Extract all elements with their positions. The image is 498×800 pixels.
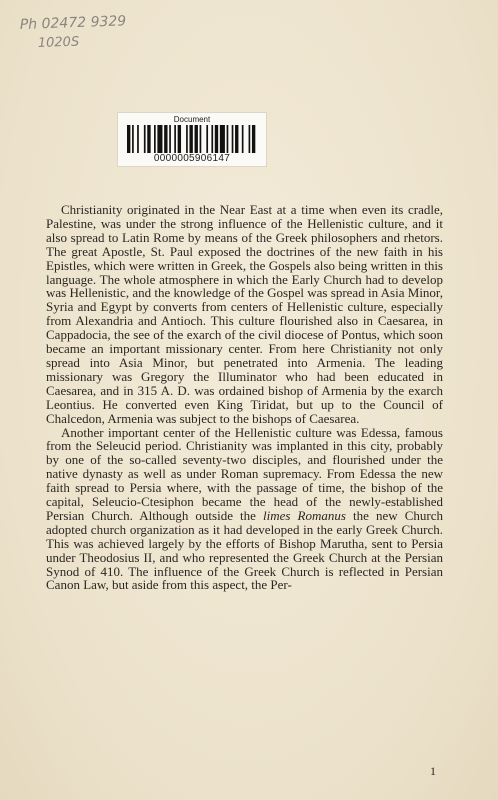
barcode-bar xyxy=(189,125,192,153)
paragraph-2-start: Another important center of the Hellenistic culture was Edessa, famous from the Seleucid period. Christianity was implanted in this city, probably by one of the so-called seventy-two disciples, and flourished under the native dynasty as well as under Roman supremacy. From Edessa the new faith spread to Persia where, with the passage of time, the bishop of the capital, Seleucio-Ctesiphon became the head of the newly-established Persian Church. Although outside the xyxy=(46,424,443,523)
barcode-bar xyxy=(211,125,213,153)
barcode-bar xyxy=(249,125,251,153)
barcode-bar xyxy=(252,125,255,153)
barcode-bar xyxy=(144,125,146,153)
paragraph-1: Christianity originated in the Near East at a time when even its cradle, Palestine, was under the strong influence of the Hellenistic culture, and it also spread to Latin Rome by means of the Greek philosophers and rhetors. The great Apostle, St. Paul exposed the doctrines of the new faith in his Epistles, which were written in Greek, the Gospels also being written in this language. The whole atmosphere in which the Early Church had to develop was Hellenistic, and the knowledge of the Gospel was spread in Asia Minor, Syria and Egypt by converts from centers of Hellenistic culture, especially from Alexandria and Antioch. This culture flourished also in Caesarea, in Cappadocia, the see of the exarch of the civil diocese of Pontus, which soon became an important missionary center. From here Christianity not only spread into Asia Minor, but penetrated into Armenia. The leading missionary was Gregory the Illuminator who had been educated in Caesarea, and in 315 A. D. was ordained bishop of Armenia by the exarch Leontius. He converted even King Tiridat, but up to the Council of Chalcedon, Armenia was subject to the bishops of Caesarea. xyxy=(46,202,443,426)
barcode-bars xyxy=(127,125,257,153)
barcode-bar xyxy=(200,125,202,153)
barcode-label xyxy=(117,112,267,167)
barcode-bar xyxy=(154,125,156,153)
barcode-bar xyxy=(127,125,130,153)
barcode-bar xyxy=(164,125,167,153)
barcode-bar xyxy=(178,125,181,153)
barcode-bar xyxy=(242,125,244,153)
barcode-bar xyxy=(157,125,162,153)
barcode-number: 0000005906147 xyxy=(153,153,231,164)
handwritten-call-number xyxy=(18,12,168,52)
barcode-bar xyxy=(235,125,238,153)
barcode-bar xyxy=(220,125,225,153)
barcode-bar xyxy=(169,125,171,153)
barcode-bar xyxy=(195,125,198,153)
barcode-bar xyxy=(132,125,134,153)
barcode-bar xyxy=(215,125,218,153)
barcode-bar xyxy=(232,125,234,153)
barcode-bar xyxy=(137,125,139,153)
page-number: 1 xyxy=(430,764,436,778)
handwritten-line-2: 1020S xyxy=(37,34,80,51)
paragraph-2 xyxy=(46,426,443,593)
barcode-bar xyxy=(174,125,176,153)
handwritten-line-1: Ph 02472 9329 xyxy=(19,13,127,33)
body-text xyxy=(46,203,443,592)
italic-phrase: limes Romanus xyxy=(263,507,346,523)
barcode-bar xyxy=(147,125,150,153)
barcode-title: Document xyxy=(173,115,211,124)
barcode-bar xyxy=(186,125,188,153)
barcode-bar xyxy=(206,125,208,153)
barcode-bar xyxy=(227,125,229,153)
paragraph-2-end: the new Church adopted church organization as it had developed in the early Greek Church. This was achieved largely by the efforts of Bishop Marutha, sent to Persia under Theodosius II, and who represented the Greek Church at the Persian Synod of 410. The influence of the Greek Church is reflected in Persian Canon Law, but aside from this aspect, the Per- xyxy=(46,507,444,593)
